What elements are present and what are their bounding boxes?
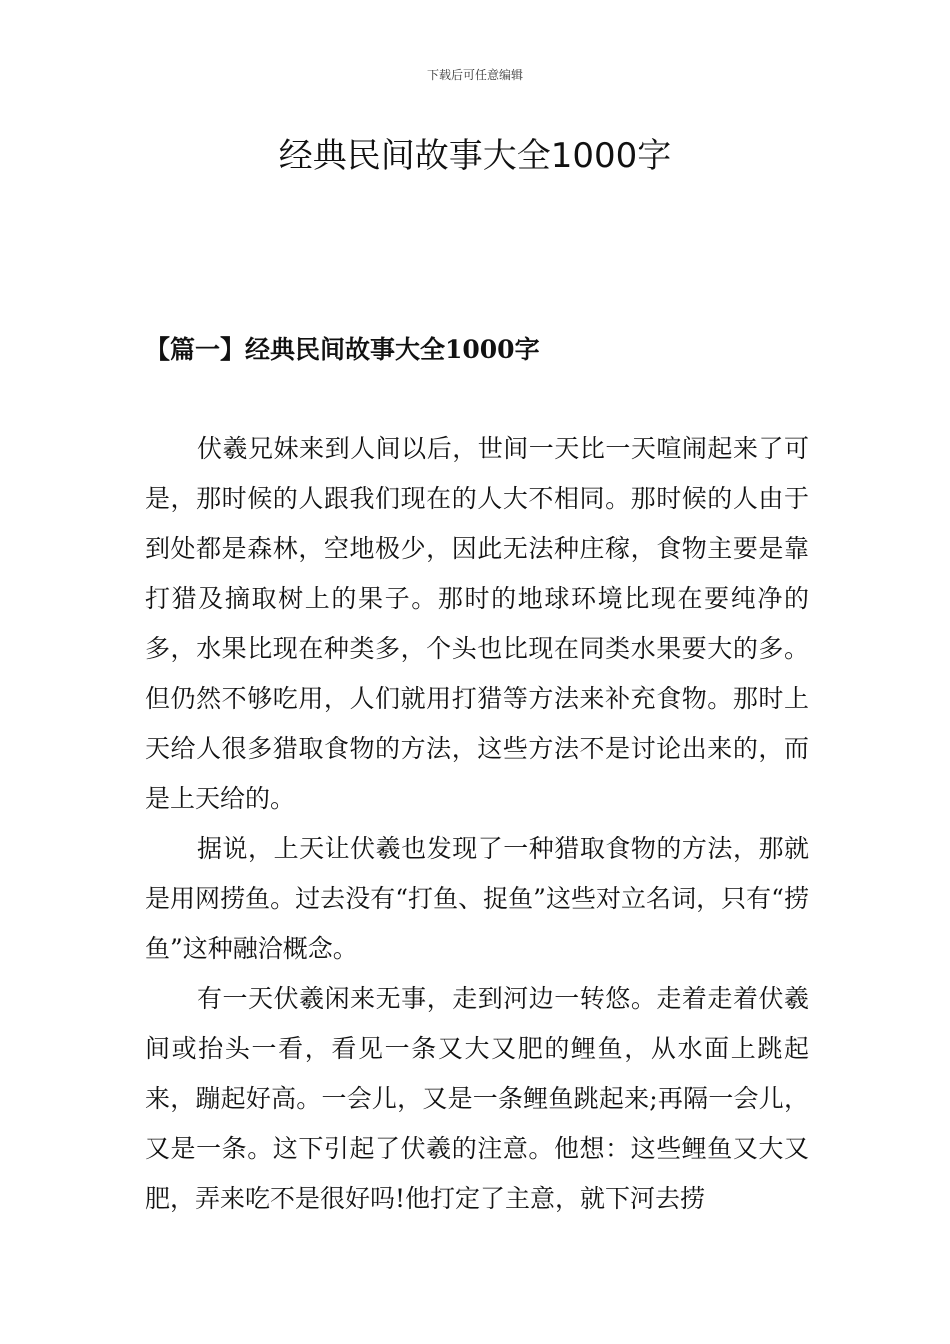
paragraph: 有一天伏羲闲来无事，走到河边一转悠。走着走着伏羲间或抬头一看，看见一条又大又肥的鲤鱼，从水面上跳起来，蹦起好高。一会儿，又是一条鲤鱼跳起来;再隔一会儿，又是一条。这下引起了伏羲的注意。他想：这些鲤鱼又大又肥，弄来吃不是很好吗!他打定了主意，就下河去捞 — [145, 984, 809, 1213]
section-heading: 【篇一】经典民间故事大全1000字 — [145, 335, 540, 364]
header-note: 下载后可任意编辑 — [426, 68, 523, 82]
paragraph: 据说，上天让伏羲也发现了一种猎取食物的方法，那就是用网捞鱼。过去没有“打鱼、捉鱼”这些对立名词，只有“捞鱼”这种融洽概念。 — [145, 834, 809, 963]
body-text — [145, 424, 809, 1224]
document-title: 经典民间故事大全1000字 — [278, 136, 672, 176]
paragraph: 伏羲兄妹来到人间以后，世间一天比一天喧闹起来了可是，那时候的人跟我们现在的人大不相同。那时候的人由于到处都是森林，空地极少，因此无法种庄稼，食物主要是靠打猎及摘取树上的果子。那时的地球环境比现在要纯净的多，水果比现在种类多，个头也比现在同类水果要大的多。但仍然不够吃用，人们就用打猎等方法来补充食物。那时上天给人很多猎取食物的方法，这些方法不是讨论出来的，而是上天给的。 — [145, 434, 809, 813]
